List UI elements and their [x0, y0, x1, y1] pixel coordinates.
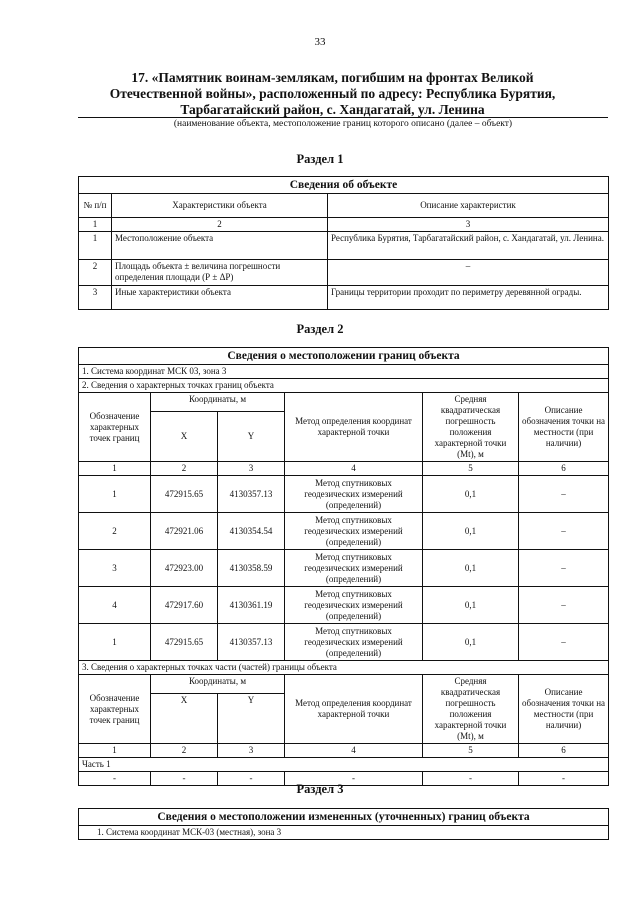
col-number: 2	[112, 218, 328, 232]
point-x: 472917.60	[151, 587, 218, 624]
coordinate-system: 1. Система координат МСК 03, зона 3	[79, 365, 609, 379]
col-number: 4	[285, 744, 423, 758]
page-number: 33	[314, 36, 326, 48]
empty-cell: -	[285, 772, 423, 786]
point-id: 1	[79, 624, 151, 661]
table-row	[79, 624, 609, 661]
point-x: 472915.65	[151, 624, 218, 661]
part2-title: 2. Сведения о характерных точках границ объекта	[79, 379, 609, 393]
header-designation: Обозначение характерных точек границ	[79, 393, 151, 462]
table-row	[79, 286, 609, 310]
section1-heading: Раздел 1	[296, 152, 344, 166]
description-cell: Границы территории проходит по периметру деревянной ограды.	[328, 286, 609, 310]
point-x: 472915.65	[151, 476, 218, 513]
point-method: Метод спутниковых геодезических измерений (определений)	[285, 550, 423, 587]
point-desc: –	[519, 513, 609, 550]
part-label: Часть 1	[79, 758, 609, 772]
point-method: Метод спутниковых геодезических измерений (определений)	[285, 624, 423, 661]
row-number: 3	[79, 286, 112, 310]
boundary-points-table	[78, 347, 609, 786]
coordinate-system: 1. Система координат МСК-03 (местная), зона 3	[79, 826, 609, 840]
point-id: 2	[79, 513, 151, 550]
col-number: 3	[328, 218, 609, 232]
col-number: 6	[519, 744, 609, 758]
point-mt: 0,1	[423, 476, 519, 513]
col-number: 3	[218, 462, 285, 476]
col-number: 4	[285, 462, 423, 476]
title-underline	[78, 117, 608, 118]
header-x: X	[151, 694, 218, 744]
header-accuracy: Средняя квадратическая погрешность положения характерной точки (Mt), м	[423, 675, 519, 744]
point-x: 472921.06	[151, 513, 218, 550]
col-number: 3	[218, 744, 285, 758]
object-info-table-title: Сведения об объекте	[79, 177, 609, 194]
point-method: Метод спутниковых геодезических измерений (определений)	[285, 587, 423, 624]
empty-cell: -	[423, 772, 519, 786]
title-caption: (наименование объекта, местоположение границ которого описано (далее – объект)	[173, 119, 513, 129]
point-desc: –	[519, 550, 609, 587]
header-point-description: Описание обозначения точки на местности (при наличии)	[519, 393, 609, 462]
description-cell: Республика Бурятия, Тарбагатайский район, с. Хандагатай, ул. Ленина.	[328, 232, 609, 260]
point-y: 4130357.13	[218, 624, 285, 661]
point-mt: 0,1	[423, 513, 519, 550]
point-y: 4130357.13	[218, 476, 285, 513]
header-y: Y	[218, 694, 285, 744]
header-point-description: Описание обозначения точки на местности (при наличии)	[519, 675, 609, 744]
header-method: Метод определения координат характерной точки	[285, 675, 423, 744]
point-mt: 0,1	[423, 587, 519, 624]
characteristic-cell: Местоположение объекта	[112, 232, 328, 260]
col-number: 2	[151, 744, 218, 758]
document-title: 17. «Памятник воинам-землякам, погибшим на фронтах Великой Отечественной войны», расположенный по адресу: Республика Бурятия, Тарбагатайский район, с. Хандагатай, ул. Ленина	[109, 70, 556, 117]
col-number: 5	[423, 462, 519, 476]
header-description: Описание характеристик	[328, 194, 609, 218]
object-info-table	[78, 176, 609, 310]
section2-heading: Раздел 2	[296, 322, 344, 336]
point-mt: 0,1	[423, 624, 519, 661]
row-number: 2	[79, 260, 112, 286]
col-number: 1	[79, 744, 151, 758]
table-row	[79, 550, 609, 587]
point-id: 3	[79, 550, 151, 587]
empty-cell: -	[519, 772, 609, 786]
table-row	[79, 513, 609, 550]
table-row	[79, 232, 609, 260]
point-id: 1	[79, 476, 151, 513]
characteristic-cell: Площадь объекта ± величина погрешности определения площади (Р ± ΔР)	[112, 260, 328, 286]
col-number: 2	[151, 462, 218, 476]
point-id: 4	[79, 587, 151, 624]
header-y: Y	[218, 412, 285, 462]
row-number: 1	[79, 232, 112, 260]
boundary-table-title: Сведения о местоположении границ объекта	[79, 348, 609, 365]
col-number: 6	[519, 462, 609, 476]
point-desc: –	[519, 476, 609, 513]
col-number: 5	[423, 744, 519, 758]
header-characteristic: Характеристики объекта	[112, 194, 328, 218]
changed-boundaries-title: Сведения о местоположении измененных (уточненных) границ объекта	[79, 809, 609, 826]
point-y: 4130358.59	[218, 550, 285, 587]
point-method: Метод спутниковых геодезических измерений (определений)	[285, 513, 423, 550]
header-number: № п/п	[79, 194, 112, 218]
empty-cell: -	[218, 772, 285, 786]
table-row	[79, 587, 609, 624]
point-desc: –	[519, 624, 609, 661]
header-coordinates: Координаты, м	[151, 393, 285, 412]
col-number: 1	[79, 218, 112, 232]
point-mt: 0,1	[423, 550, 519, 587]
empty-cell: -	[79, 772, 151, 786]
point-y: 4130354.54	[218, 513, 285, 550]
empty-cell: -	[151, 772, 218, 786]
point-method: Метод спутниковых геодезических измерений (определений)	[285, 476, 423, 513]
header-coordinates: Координаты, м	[151, 675, 285, 694]
col-number: 1	[79, 462, 151, 476]
header-designation: Обозначение характерных точек границ	[79, 675, 151, 744]
changed-boundaries-table	[78, 808, 609, 840]
table-row	[79, 476, 609, 513]
characteristic-cell: Иные характеристики объекта	[112, 286, 328, 310]
table-row	[79, 260, 609, 286]
description-cell: –	[328, 260, 609, 286]
header-method: Метод определения координат характерной точки	[285, 393, 423, 462]
header-accuracy: Средняя квадратическая погрешность положения характерной точки (Mt), м	[423, 393, 519, 462]
part3-title: 3. Сведения о характерных точках части (частей) границы объекта	[79, 661, 609, 675]
point-desc: –	[519, 587, 609, 624]
section3-heading: Раздел 3	[296, 782, 344, 796]
header-x: X	[151, 412, 218, 462]
point-x: 472923.00	[151, 550, 218, 587]
point-y: 4130361.19	[218, 587, 285, 624]
